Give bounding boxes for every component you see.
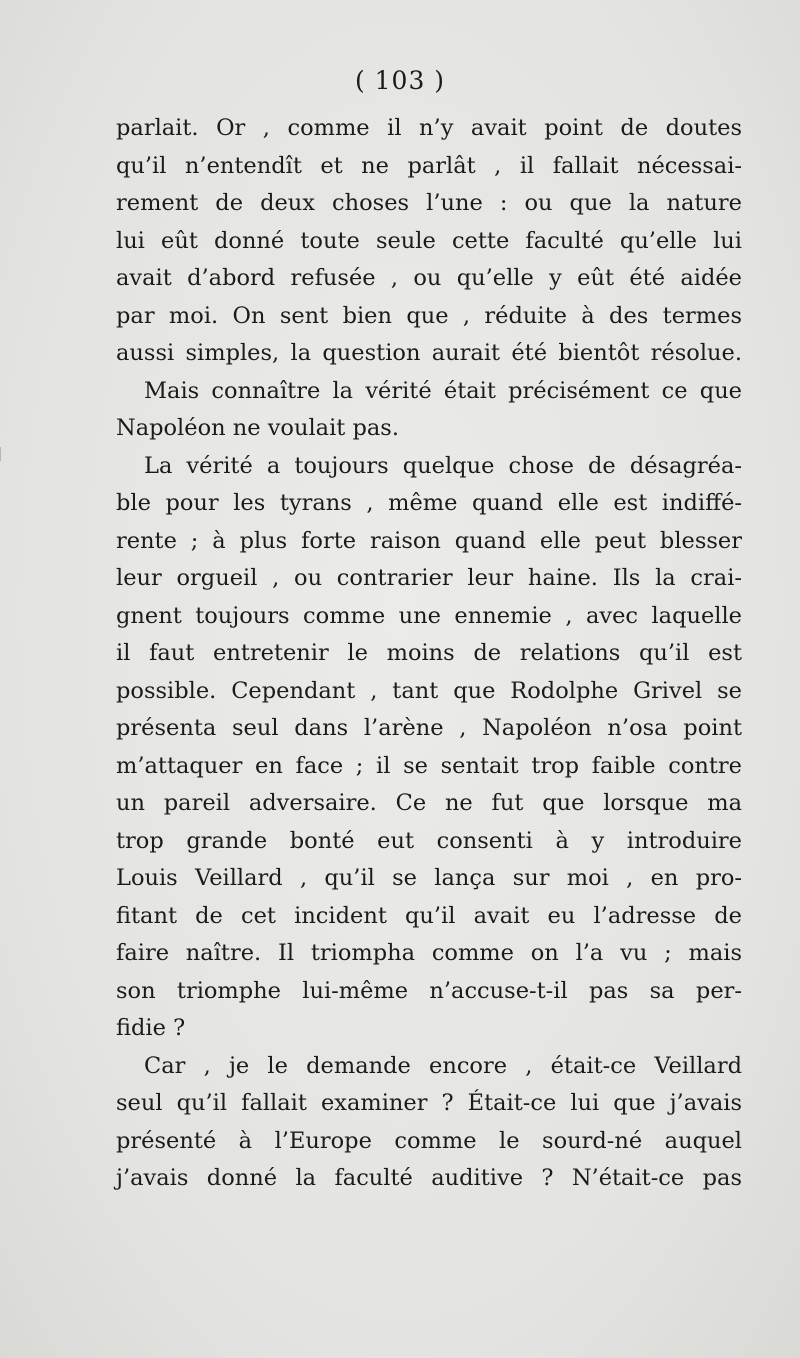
text-line: faire naître. Il triompha comme on l’a vu ; mais <box>116 940 742 966</box>
text-line: avait d’abord refusée , ou qu’elle y eût été aidée <box>116 265 742 291</box>
text-line: Napoléon ne voulait pas. <box>116 415 399 441</box>
paragraph <box>116 110 742 373</box>
page-edge-mark <box>0 447 7 461</box>
text-line: rement de deux choses l’une : ou que la nature <box>116 190 742 216</box>
text-line: présenté à l’Europe comme le sourd-né auquel <box>116 1127 742 1154</box>
text-line: fidie ? <box>116 1015 186 1041</box>
text-line: présenta seul dans l’arène , Napoléon n’osa point <box>116 715 742 741</box>
body-text <box>116 110 742 1198</box>
text-line: gnent toujours comme une ennemie , avec laquelle <box>116 602 742 629</box>
text-line: La vérité a toujours quelque chose de désagréa- <box>144 452 742 479</box>
text-line: trop grande bonté eut consenti à y introduire <box>116 827 742 854</box>
text-line: m’attaquer en face ; il se sentait trop faible contre <box>116 752 742 779</box>
text-line: Car , je le demande encore , était-ce Veillard <box>144 1052 742 1079</box>
text-line: il faut entretenir le moins de relations qu’il est <box>116 640 742 666</box>
text-line: j’avais donné la faculté auditive ? N’était-ce pas <box>116 1165 742 1191</box>
text-line: possible. Cependant , tant que Rodolphe Grivel se <box>116 677 742 704</box>
text-line: parlait. Or , comme il n’y avait point de doutes <box>116 115 742 141</box>
text-line: Louis Veillard , qu’il se lança sur moi , en pro- <box>116 865 742 891</box>
paragraph <box>116 448 742 1048</box>
text-line: fitant de cet incident qu’il avait eu l’adresse de <box>116 902 742 929</box>
paragraph <box>116 373 742 448</box>
text-line: seul qu’il fallait examiner ? Était-ce lui que j’avais <box>116 1090 742 1116</box>
paragraph <box>116 1048 742 1198</box>
text-line: lui eût donné toute seule cette faculté qu’elle lui <box>116 227 742 254</box>
text-line: qu’il n’entendît et ne parlât , il fallait nécessai- <box>116 152 742 179</box>
text-line: Mais connaître la vérité était précisément ce que <box>144 377 742 404</box>
text-line: rente ; à plus forte raison quand elle peut blesser <box>116 527 742 554</box>
text-line: son triomphe lui-même n’accuse-t-il pas sa per- <box>116 977 742 1004</box>
text-line: leur orgueil , ou contrarier leur haine. Ils la crai- <box>116 565 742 591</box>
text-line: par moi. On sent bien que , réduite à des termes <box>116 302 742 329</box>
page-number: ( 103 ) <box>354 66 446 95</box>
text-line: aussi simples, la question aurait été bientôt résolue. <box>116 340 742 366</box>
text-line: un pareil adversaire. Ce ne fut que lorsque ma <box>116 790 742 816</box>
text-line: ble pour les tyrans , même quand elle est indiffé- <box>116 490 742 516</box>
